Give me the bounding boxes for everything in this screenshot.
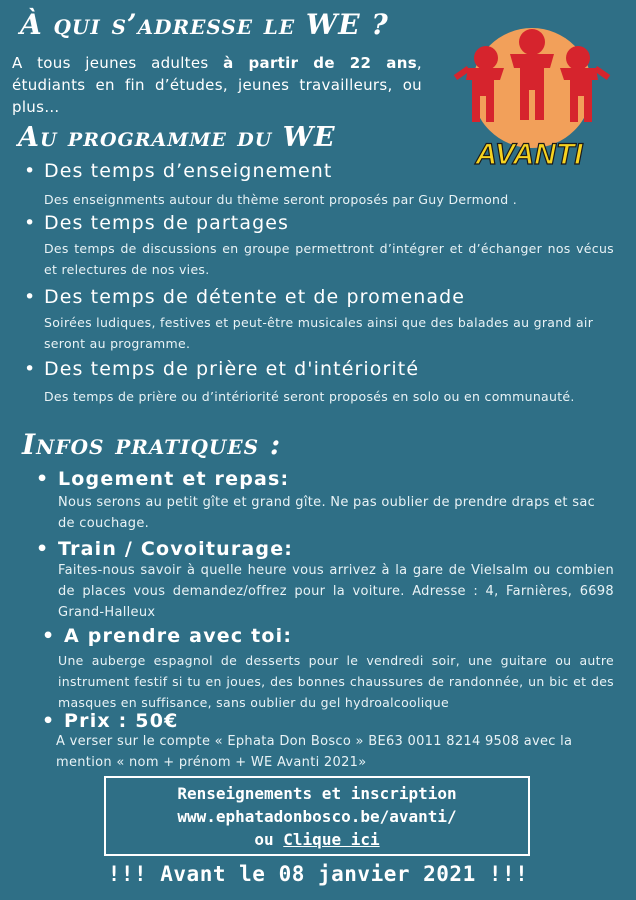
infos-item-4-desc: A verser sur le compte « Ephata Don Bosco » BE63 0011 8214 9508 avec la mention « nom + prénom + WE Avanti 2021» xyxy=(56,734,573,770)
programme-item-2-label: Des temps de partages xyxy=(44,212,290,234)
intro-age: à partir de 22 ans xyxy=(223,54,417,72)
infos-item-3-title: • A prendre avec toi: xyxy=(42,625,293,647)
avanti-logo-people-icon xyxy=(440,24,618,174)
programme-item-3-label: Des temps de détente et de promenade xyxy=(44,286,466,308)
infos-item-4-label: Prix : 50€ xyxy=(64,710,179,732)
infos-item-3-label: A prendre avec toi: xyxy=(64,625,293,647)
programme-item-1-label: Des temps d’enseignement xyxy=(44,160,333,182)
infos-heading: Infos pratiques : xyxy=(22,428,282,461)
intro-text xyxy=(12,52,422,118)
intro-before: A tous jeunes adultes xyxy=(12,54,224,72)
infos-item-3-desc: Une auberge espagnol de desserts pour le vendredi soir, une guitare ou autre instrument festif si tu en joues, des bonnes chaussures de randonnée, un bic et des masques en suffisance, sans oublier du gel hydroalcoolique xyxy=(58,653,614,710)
title-heading: À qui s’adresse le WE ? xyxy=(20,8,389,41)
programme-item-2-desc: Des temps de discussions en groupe permettront d’intégrer et d’échanger nos vécus et relectures de nos vies. xyxy=(44,241,614,277)
inscription-box xyxy=(104,776,530,856)
infos-item-1-title: • Logement et repas: xyxy=(36,468,290,490)
logo-text: AVANTI xyxy=(475,138,583,171)
programme-item-4-label: Des temps de prière et d'intériorité xyxy=(44,358,420,380)
infos-item-2-title: • Train / Covoiturage: xyxy=(36,538,294,560)
inscription-heading: Renseignements et inscription xyxy=(177,784,457,803)
intro-after: , étudiants en fin d’études, jeunes travailleurs, ou plus… xyxy=(12,54,422,116)
programme-item-3-title: • Des temps de détente et de promenade xyxy=(24,286,466,308)
programme-item-2-title: • Des temps de partages xyxy=(24,212,290,234)
programme-item-1-desc: Des enseignments autour du thème seront proposés par Guy Dermond . xyxy=(44,192,518,207)
infos-item-2-desc: Faites-nous savoir à quelle heure vous arrivez à la gare de Vielsalm ou combien de places vous demandez/offrez pour la voiture. Adresse : 4, Farnières, 6698 Grand-Halleux xyxy=(58,563,614,620)
clique-ici-link[interactable]: Clique ici xyxy=(283,830,380,849)
infos-item-4-title: • Prix : 50€ xyxy=(42,710,179,732)
programme-heading: Au programme du WE xyxy=(18,122,336,153)
inscription-or: ou xyxy=(254,830,284,849)
programme-item-4-title: • Des temps de prière et d'intériorité xyxy=(24,358,420,380)
inscription-link-line xyxy=(106,830,528,849)
infos-item-2-label: Train / Covoiturage: xyxy=(58,538,294,560)
infos-item-1-label: Logement et repas: xyxy=(58,468,290,490)
programme-item-4-desc: Des temps de prière ou d’intériorité seront proposés en solo ou en communauté. xyxy=(44,389,575,404)
deadline-banner: !!! Avant le 08 janvier 2021 !!! xyxy=(107,862,529,886)
inscription-url[interactable]: www.ephatadonbosco.be/avanti/ xyxy=(177,807,457,826)
programme-item-3-desc: Soirées ludiques, festives et peut-être musicales ainsi que des balades au grand air seront au programme. xyxy=(44,315,594,351)
infos-item-1-desc: Nous serons au petit gîte et grand gîte. Ne pas oublier de prendre draps et sac de couchage. xyxy=(58,495,596,531)
programme-item-1-title: • Des temps d’enseignement xyxy=(24,160,333,182)
